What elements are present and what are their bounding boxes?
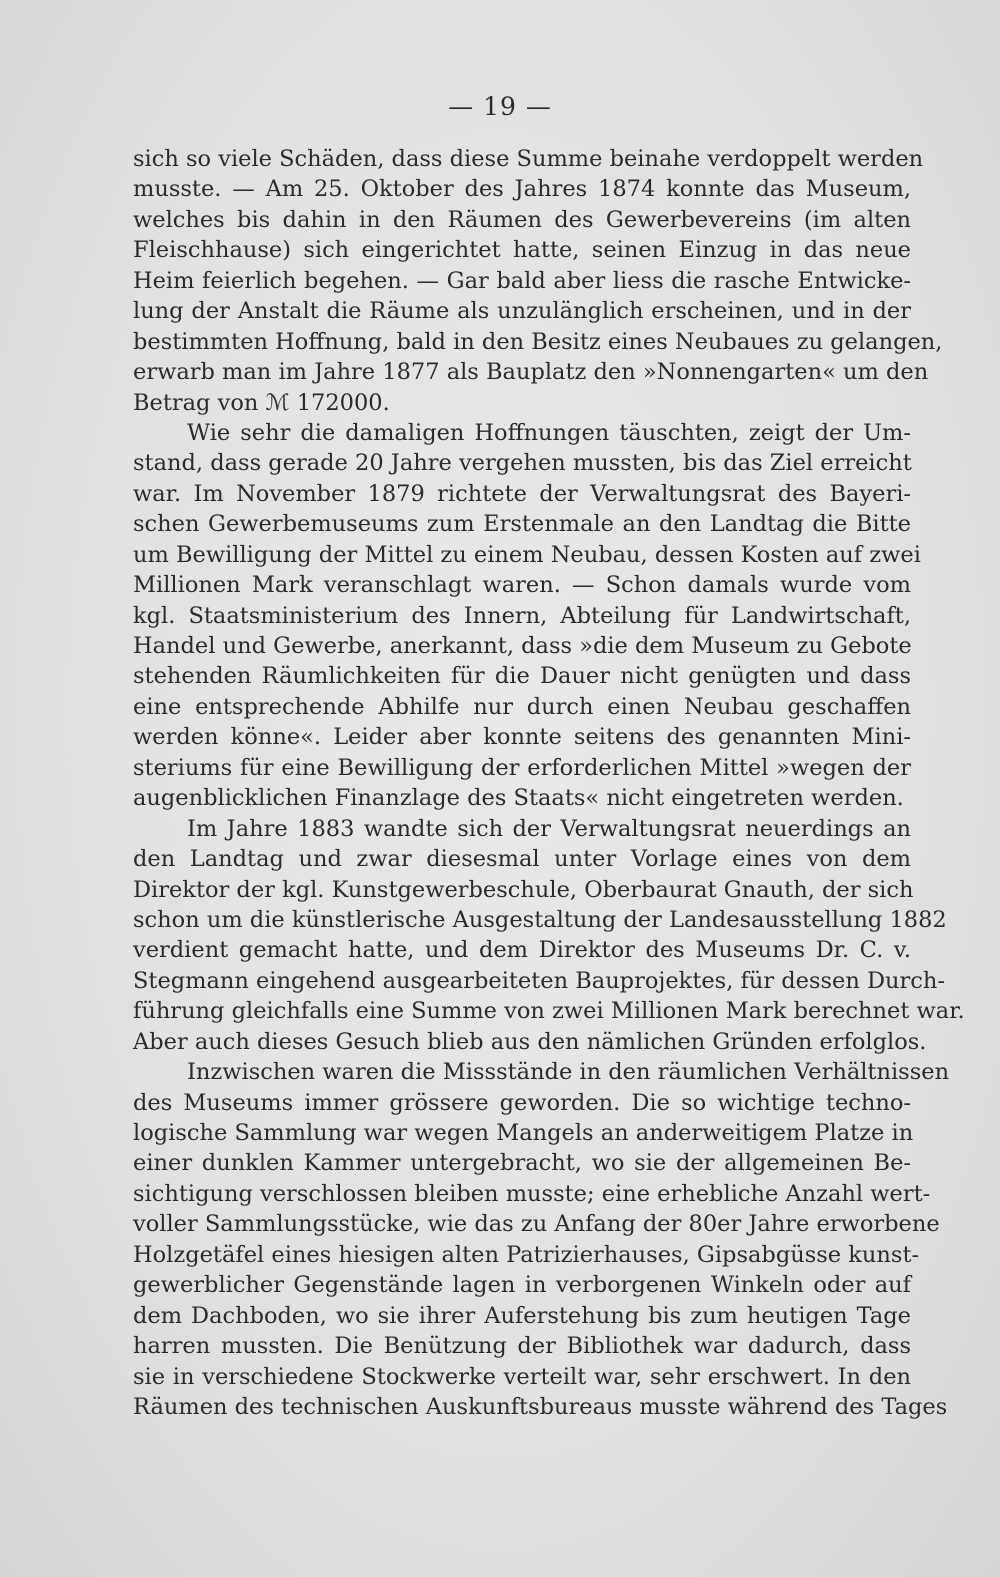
text-line: logische Sammlung war wegen Mangels an anderweitigem Platze in bbox=[133, 1120, 914, 1146]
text-line: steriums für eine Bewilligung der erforderlichen Mittel »wegen der bbox=[133, 754, 911, 781]
text-line: sie in verschiedene Stockwerke verteilt war, sehr erschwert. In den bbox=[133, 1363, 911, 1390]
text-line: bestimmten Hoffnung, bald in den Besitz eines Neubaues zu gelangen, bbox=[133, 328, 943, 355]
text-line: Stegmann eingehend ausgearbeiteten Bauprojektes, für dessen Durch- bbox=[133, 967, 945, 994]
text-line: Millionen Mark veranschlagt waren. — Schon damals wurde vom bbox=[133, 572, 911, 599]
text-line: werden könne«. Leider aber konnte seitens des genannten Mini- bbox=[133, 724, 911, 751]
text-line: stand, dass gerade 20 Jahre vergehen mussten, bis das Ziel erreicht bbox=[133, 450, 912, 477]
text-line: Handel und Gewerbe, anerkannt, dass »die dem Museum zu Gebote bbox=[133, 633, 912, 659]
text-line: einer dunklen Kammer untergebracht, wo sie der allgemeinen Be- bbox=[133, 1150, 911, 1177]
text-line: Heim feierlich begehen. — Gar bald aber liess die rasche Entwicke- bbox=[133, 267, 911, 294]
text-line: kgl. Staatsministerium des Innern, Abteilung für Landwirtschaft, bbox=[133, 602, 911, 629]
text-line: Wie sehr die damaligen Hoffnungen täuschten, zeigt der Um- bbox=[187, 419, 911, 446]
text-line: augenblicklichen Finanzlage des Staats« nicht eingetreten werden. bbox=[133, 785, 904, 812]
text-line: welches bis dahin in den Räumen des Gewerbevereins (im alten bbox=[133, 206, 911, 233]
text-line: Räumen des technischen Auskunftsbureaus musste während des Tages bbox=[133, 1393, 948, 1420]
text-line: voller Sammlungsstücke, wie das zu Anfang der 80er Jahre erworbene bbox=[133, 1211, 940, 1238]
text-line: Betrag von ℳ 172000. bbox=[133, 389, 390, 416]
text-line: erwarb man im Jahre 1877 als Bauplatz den »Nonnengarten« um den bbox=[133, 359, 929, 386]
text-line: gewerblicher Gegenstände lagen in verborgenen Winkeln oder auf bbox=[133, 1272, 911, 1299]
text-line: sichtigung verschlossen bleiben musste; eine erhebliche Anzahl wert- bbox=[133, 1180, 931, 1207]
text-line: verdient gemacht hatte, und dem Direktor des Museums Dr. C. v. bbox=[133, 937, 911, 964]
text-line: eine entsprechende Abhilfe nur durch einen Neubau geschaffen bbox=[133, 693, 911, 720]
text-line: stehenden Räumlichkeiten für die Dauer nicht genügten und dass bbox=[133, 663, 911, 690]
text-line: sich so viele Schäden, dass diese Summe beinahe verdoppelt werden bbox=[133, 146, 924, 172]
text-line: dem Dachboden, wo sie ihrer Auferstehung bis zum heutigen Tage bbox=[133, 1302, 911, 1329]
text-line: lung der Anstalt die Räume als unzulänglich erscheinen, und in der bbox=[133, 298, 911, 325]
page-number: — 19 — bbox=[448, 92, 552, 121]
text-line: musste. — Am 25. Oktober des Jahres 1874 konnte das Museum, bbox=[133, 176, 911, 203]
text-line: Direktor der kgl. Kunstgewerbeschule, Oberbaurat Gnauth, der sich bbox=[133, 876, 914, 903]
text-line: den Landtag und zwar diesesmal unter Vorlage eines von dem bbox=[133, 846, 911, 873]
text-line: Fleischhause) sich eingerichtet hatte, seinen Einzug in das neue bbox=[133, 237, 911, 264]
text-line: schen Gewerbemuseums zum Erstenmale an den Landtag die Bitte bbox=[133, 511, 911, 538]
text-line: Holzgetäfel eines hiesigen alten Patrizierhauses, Gipsabgüsse kunst- bbox=[133, 1241, 920, 1268]
text-line: war. Im November 1879 richtete der Verwaltungsrat des Bayeri- bbox=[133, 480, 911, 507]
text-line: um Bewilligung der Mittel zu einem Neubau, dessen Kosten auf zwei bbox=[133, 541, 921, 568]
text-line: schon um die künstlerische Ausgestaltung der Landesausstellung 1882 bbox=[133, 906, 947, 933]
text-line: führung gleichfalls eine Summe von zwei Millionen Mark berechnet war. bbox=[133, 998, 965, 1025]
text-line: Aber auch dieses Gesuch blieb aus den nämlichen Gründen erfolglos. bbox=[133, 1028, 927, 1055]
body-text bbox=[133, 144, 965, 1422]
text-line: harren mussten. Die Benützung der Bibliothek war dadurch, dass bbox=[133, 1333, 911, 1360]
text-line: Im Jahre 1883 wandte sich der Verwaltungsrat neuerdings an bbox=[187, 815, 911, 842]
text-line: des Museums immer grössere geworden. Die so wichtige techno- bbox=[133, 1089, 911, 1116]
text-line: Inzwischen waren die Missstände in den räumlichen Verhältnissen bbox=[187, 1059, 950, 1086]
